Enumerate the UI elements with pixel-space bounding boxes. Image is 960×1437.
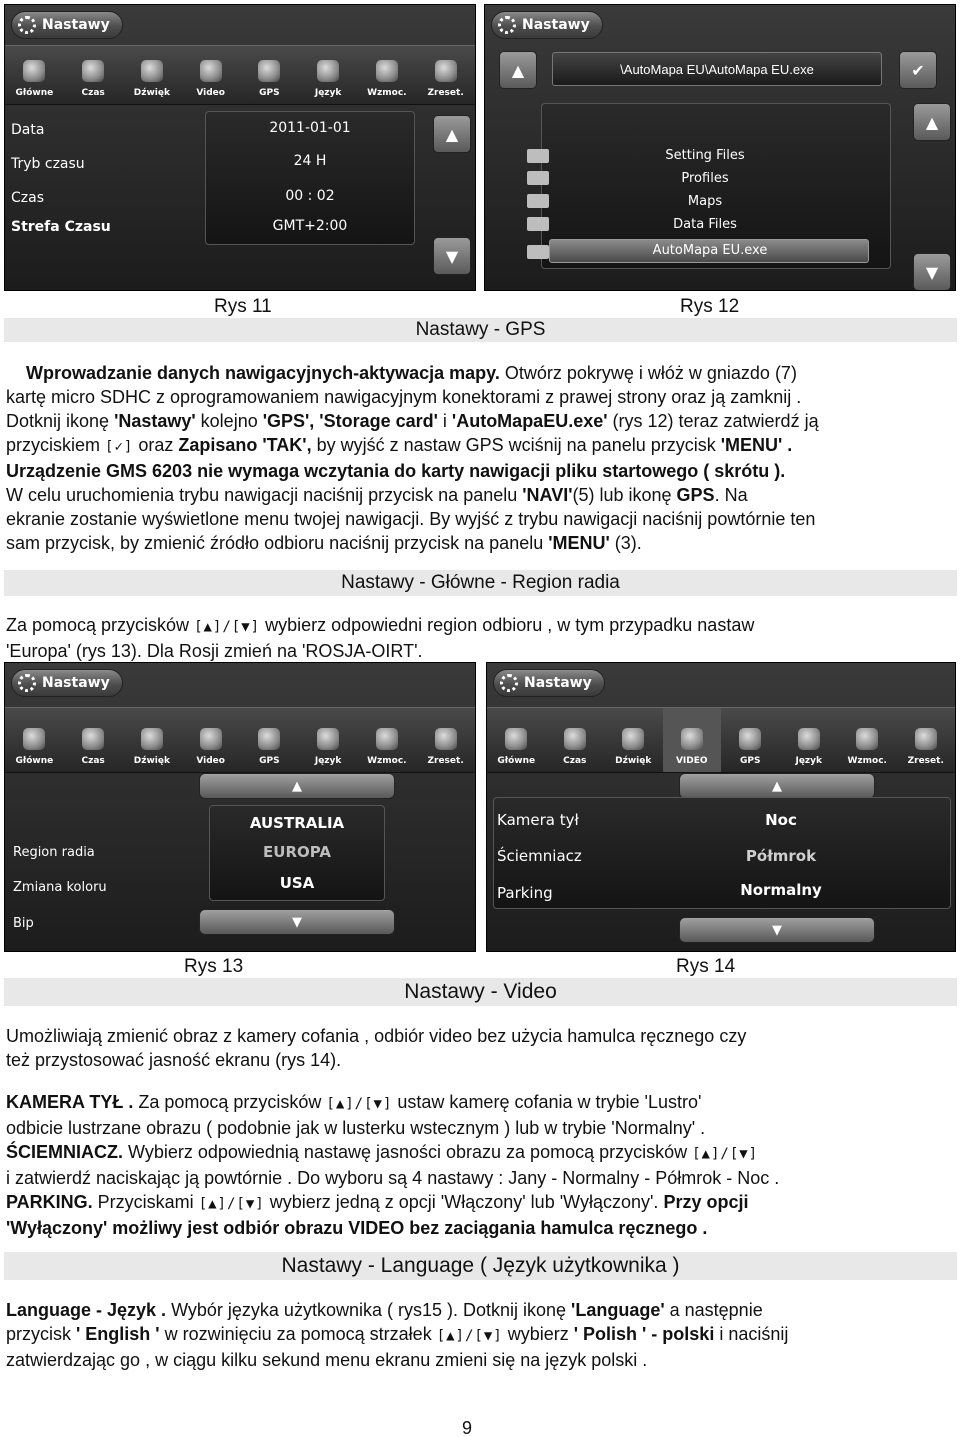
tab-label: GPS [259,756,280,766]
screenshot-rys12 [484,4,956,291]
tab-video[interactable] [181,708,240,772]
lang-bold: ' English ' [76,1324,160,1344]
video-line-6: i zatwierdź naciskając ją powtórnie . Do wyboru są 4 nastawy : Jany - Normalny - Półmrok - Noc . [6,1168,780,1188]
arrow-buttons-symbol: [▲]/[▼] [198,1196,265,1212]
file-item[interactable]: Maps [687,194,723,209]
tab-label: Język [795,756,823,766]
video-line-7 [6,1190,956,1216]
gps-bold: 'MENU' [548,533,610,553]
gps-icon [258,60,280,82]
video-line-8 [6,1216,956,1240]
lang-text: przycisk [6,1324,77,1344]
tab-label: Wzmoc. [847,756,887,766]
tab-label: Czas [81,88,105,98]
gps-bold: Zapisano 'TAK', [178,435,312,455]
tab-zreset[interactable] [897,708,956,772]
video-line-1: Umożliwiają zmienić obraz z kamery cofania , odbiór video bez użycia hamulca ręcznego czy [6,1026,747,1046]
value-time-mode[interactable]: 24 H [293,153,327,169]
arrow-buttons-symbol: [▲]/[▼] [436,1328,503,1344]
heading-gps: Nastawy - GPS [4,318,957,342]
lang-text: w rozwinięciu za pomocą strzałek [159,1324,437,1344]
tab-video[interactable] [663,708,722,772]
gps-text: i [437,411,452,431]
tab-jezyk[interactable] [299,46,358,104]
option-noc[interactable]: Noc [765,811,797,829]
settings-title-label: Nastawy [42,675,110,691]
caption-rys14: Rys 14 [676,956,736,977]
folder-icon [527,171,549,185]
video-text: Wybierz odpowiednią nastawę jasności obrazu za pomocą przycisków [123,1142,693,1162]
gps-line-1 [6,361,956,385]
speech-bubble-icon [317,60,339,82]
tab-wzmoc[interactable] [358,46,417,104]
tab-jezyk[interactable] [780,708,839,772]
heading-region: Nastawy - Główne - Region radia [4,570,957,596]
check-button-symbol: [✓] [105,439,134,455]
heading-language: Nastawy - Language ( Język użytkownika ) [4,1252,957,1280]
gps-text: Otwórz pokrywę i włóż w gniazdo (7) [499,363,797,383]
option-normalny[interactable]: Normalny [740,881,822,899]
video-bold: KAMERA TYŁ . [6,1092,134,1112]
speech-bubble-icon [317,728,339,750]
lang-bold: ' Polish ' - polski [573,1324,715,1344]
option-europa[interactable]: EUROPA [263,843,331,861]
label-parking[interactable]: Parking [497,884,553,902]
tab-label: Czas [81,756,105,766]
tab-czas[interactable] [546,708,605,772]
arrow-up-icon: ▲ [511,60,525,80]
settings-title[interactable] [493,669,605,697]
signal-bars-icon [856,728,878,750]
screenshot-rys14 [486,662,956,952]
tab-bar [5,707,475,773]
lang-text: wybierz [502,1324,574,1344]
gps-bold-intro: Wprowadzanie danych nawigacyjnych-aktywacja mapy. [26,363,500,383]
label-zmiana-koloru[interactable]: Zmiana koloru [13,880,107,895]
tab-video[interactable] [181,46,240,104]
settings-title-label: Nastawy [42,17,110,33]
caption-rys13: Rys 13 [184,956,244,977]
gear-icon [500,674,518,692]
video-bold: 'Wyłączony' możliwy jest odbiór obrazu VIDEO bez zaciągania hamulca ręcznego . [6,1218,708,1238]
video-text: wybierz jedną z opcji 'Włączony' lub 'Wyłączony'. [264,1192,664,1212]
gps-bold: 'AutoMapaEU.exe' [451,411,608,431]
lang-line-2 [6,1322,956,1348]
arrow-up-icon: ▲ [925,112,939,132]
arrow-up-icon: ▲ [772,778,782,794]
label-bip[interactable]: Bip [13,916,34,931]
clock-icon [564,728,586,750]
video-line-3 [6,1090,956,1116]
gps-paragraph [6,361,956,555]
file-icon [527,245,549,259]
tab-wzmoc[interactable] [838,708,897,772]
arrow-buttons-symbol: [▲]/[▼] [326,1096,393,1112]
option-down-button[interactable] [679,917,875,943]
gear-icon [18,16,36,34]
tab-label: Czas [563,756,587,766]
gps-text: sam przycisk, by zmienić źródło odbioru naciśnij przycisk na panelu [6,533,549,553]
tab-czas[interactable] [64,708,123,772]
folder-up-button[interactable] [499,51,537,89]
row-label-data: Data [11,122,45,138]
option-down-button[interactable] [199,909,395,935]
arrow-down-icon: ▼ [772,922,782,938]
arrow-up-icon: ▲ [445,124,459,144]
gps-bold: GPS [676,485,715,505]
settings-title-label: Nastawy [522,17,590,33]
confirm-button[interactable] [899,51,937,89]
tab-label: Główne [15,756,54,766]
scroll-up-button[interactable] [913,103,951,141]
tab-label: Dźwięk [615,756,652,766]
lang-text: a następnie [664,1300,763,1320]
folder-icon [527,149,549,163]
tab-dzwiek[interactable] [123,708,182,772]
video-line-2: też przystosować jasność ekranu (rys 14). [6,1050,342,1070]
tab-label: Główne [15,88,54,98]
scroll-down-button[interactable] [433,237,471,275]
gear-icon [18,674,36,692]
film-icon [681,728,703,750]
settings-title-label: Nastawy [524,675,592,691]
gps-text: by wyjść z nastaw GPS wciśnij na panelu przycisk [311,435,721,455]
main-icon [505,728,527,750]
gps-line-4 [6,433,956,459]
screenshot-rys11 [4,4,476,291]
file-item[interactable]: Profiles [681,171,729,186]
video-bold: ŚCIEMNIACZ. [6,1142,123,1162]
video-text: Przyciskami [92,1192,199,1212]
scroll-up-button[interactable] [433,115,471,153]
region-line-2: 'Europa' (rys 13). Dla Rosji zmień na 'ROSJA-OIRT'. [6,641,423,661]
row-label-strefa: Strefa Czasu [11,219,111,235]
gps-bold: 'Nastawy' [114,411,196,431]
settings-title[interactable] [11,11,123,39]
gps-text: W celu uruchomienia trybu nawigacji naciśnij przycisk na panelu [6,485,523,505]
video-bold: PARKING. [6,1192,93,1212]
heading-video: Nastawy - Video [4,978,957,1006]
tab-dzwiek[interactable] [123,46,182,104]
speaker-icon [141,728,163,750]
folder-icon [527,194,549,208]
gps-text: oraz [133,435,179,455]
gps-icon [739,728,761,750]
lang-text: Wybór języka użytkownika ( rys15 ). Dotknij ikonę [166,1300,572,1320]
video-line-5 [6,1140,956,1166]
tab-label: VIDEO [675,756,708,766]
tab-label: Zreset. [427,88,464,98]
tab-glowne[interactable] [5,46,64,104]
gps-line-3 [6,409,956,433]
tab-bar [487,707,955,773]
region-text: Za pomocą przycisków [6,615,195,635]
tab-dzwiek[interactable] [604,708,663,772]
value-time[interactable]: 00 : 02 [285,188,335,204]
tab-label: Język [314,756,342,766]
screenshot-rys13 [4,662,476,952]
reset-gear-icon [435,728,457,750]
selected-file-label: AutoMapa EU.exe [652,243,768,258]
tab-label: Video [196,756,225,766]
tab-czas[interactable] [64,46,123,104]
tab-label: Zreset. [907,756,944,766]
lang-line-1 [6,1298,956,1322]
arrow-buttons-symbol: [▲]/[▼] [692,1146,759,1162]
arrow-down-icon: ▼ [445,246,459,266]
gps-bold: 'MENU' . [720,435,793,455]
gps-line-5 [6,459,956,483]
caption-rys11: Rys 11 [214,296,272,317]
gps-text: kolejno [195,411,263,431]
gps-line-8 [6,531,956,555]
gps-line-6 [6,483,956,507]
tab-glowne[interactable] [487,708,546,772]
folder-icon [527,217,549,231]
value-date[interactable]: 2011-01-01 [269,120,351,136]
speaker-icon [622,728,644,750]
tab-bar [5,45,475,105]
settings-title[interactable] [11,669,123,697]
label-sciemniacz[interactable]: Ściemniacz [497,847,582,865]
settings-title[interactable] [491,11,603,39]
gps-text: (5) lub ikonę [572,485,677,505]
tab-jezyk[interactable] [299,708,358,772]
option-usa[interactable]: USA [279,874,315,892]
option-up-button[interactable] [199,773,395,799]
signal-bars-icon [376,728,398,750]
gear-icon [498,16,516,34]
speaker-icon [141,60,163,82]
video-line-4: odbicie lustrzane obrazu ( podobnie jak w lusterku wstecznym ) lub w trybie 'Normalny' . [6,1118,706,1138]
row-label-czas: Czas [11,190,44,206]
gps-text: (rys 12) teraz zatwierdź ją [607,411,819,431]
tab-label: Wzmoc. [367,756,407,766]
tab-wzmoc[interactable] [358,708,417,772]
arrow-down-icon: ▼ [292,914,302,930]
gps-text: . Na [714,485,748,505]
gps-text: Dotknij ikonę [6,411,115,431]
main-icon [23,60,45,82]
main-icon [23,728,45,750]
lang-bold: 'Language' [571,1300,665,1320]
region-text: wybierz odpowiedni region odbioru , w tym przypadku nastaw [260,615,755,635]
gps-icon [258,728,280,750]
gps-line-2: kartę micro SDHC z oprogramowaniem nawigacyjnym konektorami z prawej strony oraz ją zamknij . [6,387,802,407]
tab-label: Dźwięk [133,756,170,766]
tab-zreset[interactable] [416,46,475,104]
tab-label: GPS [740,756,761,766]
gps-line-7: ekranie zostanie wyświetlone menu twojej nawigacji. By wyjść z trybu nawigacji naciśnij powtórnie ten [6,509,816,529]
video-bold: Przy opcji [663,1192,749,1212]
lang-text: i naciśnij [714,1324,789,1344]
tab-gps[interactable] [240,708,299,772]
film-icon [200,728,222,750]
tab-zreset[interactable] [416,708,475,772]
signal-bars-icon [376,60,398,82]
row-label-tryb-czasu: Tryb czasu [11,156,85,172]
page-number: 9 [462,1418,473,1437]
region-line-1 [6,613,956,639]
file-item[interactable]: Data Files [673,217,737,232]
option-polmrok[interactable]: Półmrok [745,847,817,865]
tab-label: Video [196,88,225,98]
caption-rys12: Rys 12 [680,296,740,317]
language-paragraph [6,1298,956,1372]
speech-bubble-icon [798,728,820,750]
tab-label: Główne [497,756,536,766]
arrow-down-icon: ▼ [925,262,939,282]
region-paragraph [6,613,956,663]
gps-text: przyciskiem [6,435,106,455]
label-region-radia[interactable]: Region radia [13,845,95,860]
tab-gps[interactable] [240,46,299,104]
gps-text: (3). [609,533,642,553]
gps-bold: 'NAVI' [522,485,573,505]
gps-bold: 'GPS', 'Storage card' [262,411,438,431]
scroll-down-button[interactable] [913,253,951,291]
arrow-buttons-symbol: [▲]/[▼] [194,619,261,635]
lang-line-3: zatwierdzając go , w ciągu kilku sekund menu ekranu zmieni się na język polski . [6,1350,648,1370]
tab-glowne[interactable] [5,708,64,772]
clock-icon [82,60,104,82]
file-item[interactable]: Setting Files [665,148,745,163]
label-kamera-tyl[interactable]: Kamera tył [497,811,579,829]
tab-gps[interactable] [721,708,780,772]
tab-label: GPS [259,88,280,98]
tab-label: Język [314,88,342,98]
option-australia[interactable]: AUSTRALIA [249,814,345,832]
video-text: Za pomocą przycisków [133,1092,327,1112]
tab-label: Wzmoc. [367,88,407,98]
reset-gear-icon [435,60,457,82]
video-text: ustaw kamerę cofania w trybie 'Lustro' [392,1092,702,1112]
tab-label: Zreset. [427,756,464,766]
value-timezone[interactable]: GMT+2:00 [272,218,348,234]
video-paragraph [6,1024,956,1240]
clock-icon [82,728,104,750]
lang-bold: Language - Język . [6,1300,167,1320]
file-path-bar: \AutoMapa EU\AutoMapa EU.exe [552,52,882,86]
film-icon [200,60,222,82]
option-up-button[interactable] [679,773,875,799]
arrow-up-icon: ▲ [292,778,302,794]
gps-bold: Urządzenie GMS 6203 nie wymaga wczytania do karty nawigacji pliku startowego ( skrótu ). [6,461,786,481]
check-icon: ✔ [911,60,925,80]
reset-gear-icon [915,728,937,750]
tab-label: Dźwięk [133,88,170,98]
